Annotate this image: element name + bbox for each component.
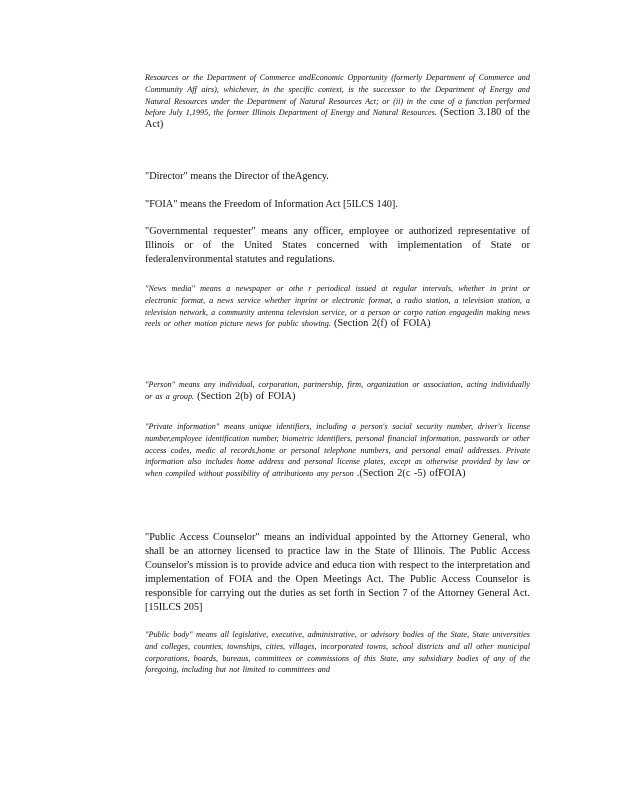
paragraph-person-definition (145, 379, 530, 403)
paragraph-governmental-requester-definition: "Governmental requester" means any officer, employee or authorized representative of Illinois or of the United States concerned with implementation of State or federalenvironmental statutes and regulations. (145, 226, 530, 265)
person-definition-text: "Person" means any individual, corporation, partnership, firm, organization or association, acting individually or as a group. (145, 380, 530, 401)
person-citation: (Section 2(b) of FOIA) (197, 390, 296, 402)
paragraph-foia-definition: "FOIA" means the Freedom of Information Act [5ILCS 140]. (145, 199, 398, 210)
paragraph-public-body-definition: "Public body" means all legislative, executive, administrative, or advisory bodies of the State, State universities and colleges, counties, townships, cities, villages, incorporated towns, school districts and all other municipal corporations, boards, bureaus, committees or commissions of this State, any subsidiary bodies of any of the foregoing, including but not limited to committees and (145, 630, 530, 675)
news-media-definition-text: "News media" means a newspaper or othe r periodical issued at regular intervals, whether in print or electronic format, a news service whether inprint or electronic format, a radio station, a television station, a television network, a community antenna television service, or a person or corpo ration engagedin making news reels or other motion picture news for public showing. (145, 284, 530, 329)
resources-citation: (Section 3.180 of the Act) (145, 107, 530, 131)
paragraph-news-media-definition (145, 283, 530, 330)
resources-definition-text: Resources or the Department of Commerce andEconomic Opportunity (formerly Department of Commerce and Community Aff airs), whichever, in the specific context, is the successor to the Department of Energy and Natural Resources under the Department of Natural Resources Act; or (ii) in the case of a function performed before July 1,1995, the former Illinois Department of Energy and Natural Resources. (145, 73, 530, 118)
news-media-citation: (Section 2(f) of FOIA) (333, 318, 431, 330)
private-information-citation: .(Section 2(c -5) ofFOIA) (356, 468, 466, 480)
private-information-definition-text: "Private information" means unique identifiers, including a person's social security number, driver's license number,employee identification number, biometric identifiers, personal financial information, passwords or other access codes, medic al records,home or personal telephone numbers, and personal email addresses. Private information also includes home address and personal license plates, except as otherwise provided by law or when compiled without possibility of attributionto any person (145, 422, 530, 479)
paragraph-director-definition: "Director" means the Director of theAgency. (145, 171, 329, 182)
paragraph-resources-definition (145, 72, 530, 131)
paragraph-private-information-definition (145, 421, 530, 480)
paragraph-public-access-counselor-definition: "Public Access Counselor" means an individual appointed by the Attorney General, who shall be an attorney licensed to practice law in the State of Illinois. The Public Access Counselor's mission is to provide advice and educa tion with respect to the interpretation and implementation of FOIA and the Open Meetings Act. The Public Access Counselor is responsible for carrying out the duties as set forth in Section 7 of the Attorney General Act. [15ILCS 205] (145, 532, 530, 613)
